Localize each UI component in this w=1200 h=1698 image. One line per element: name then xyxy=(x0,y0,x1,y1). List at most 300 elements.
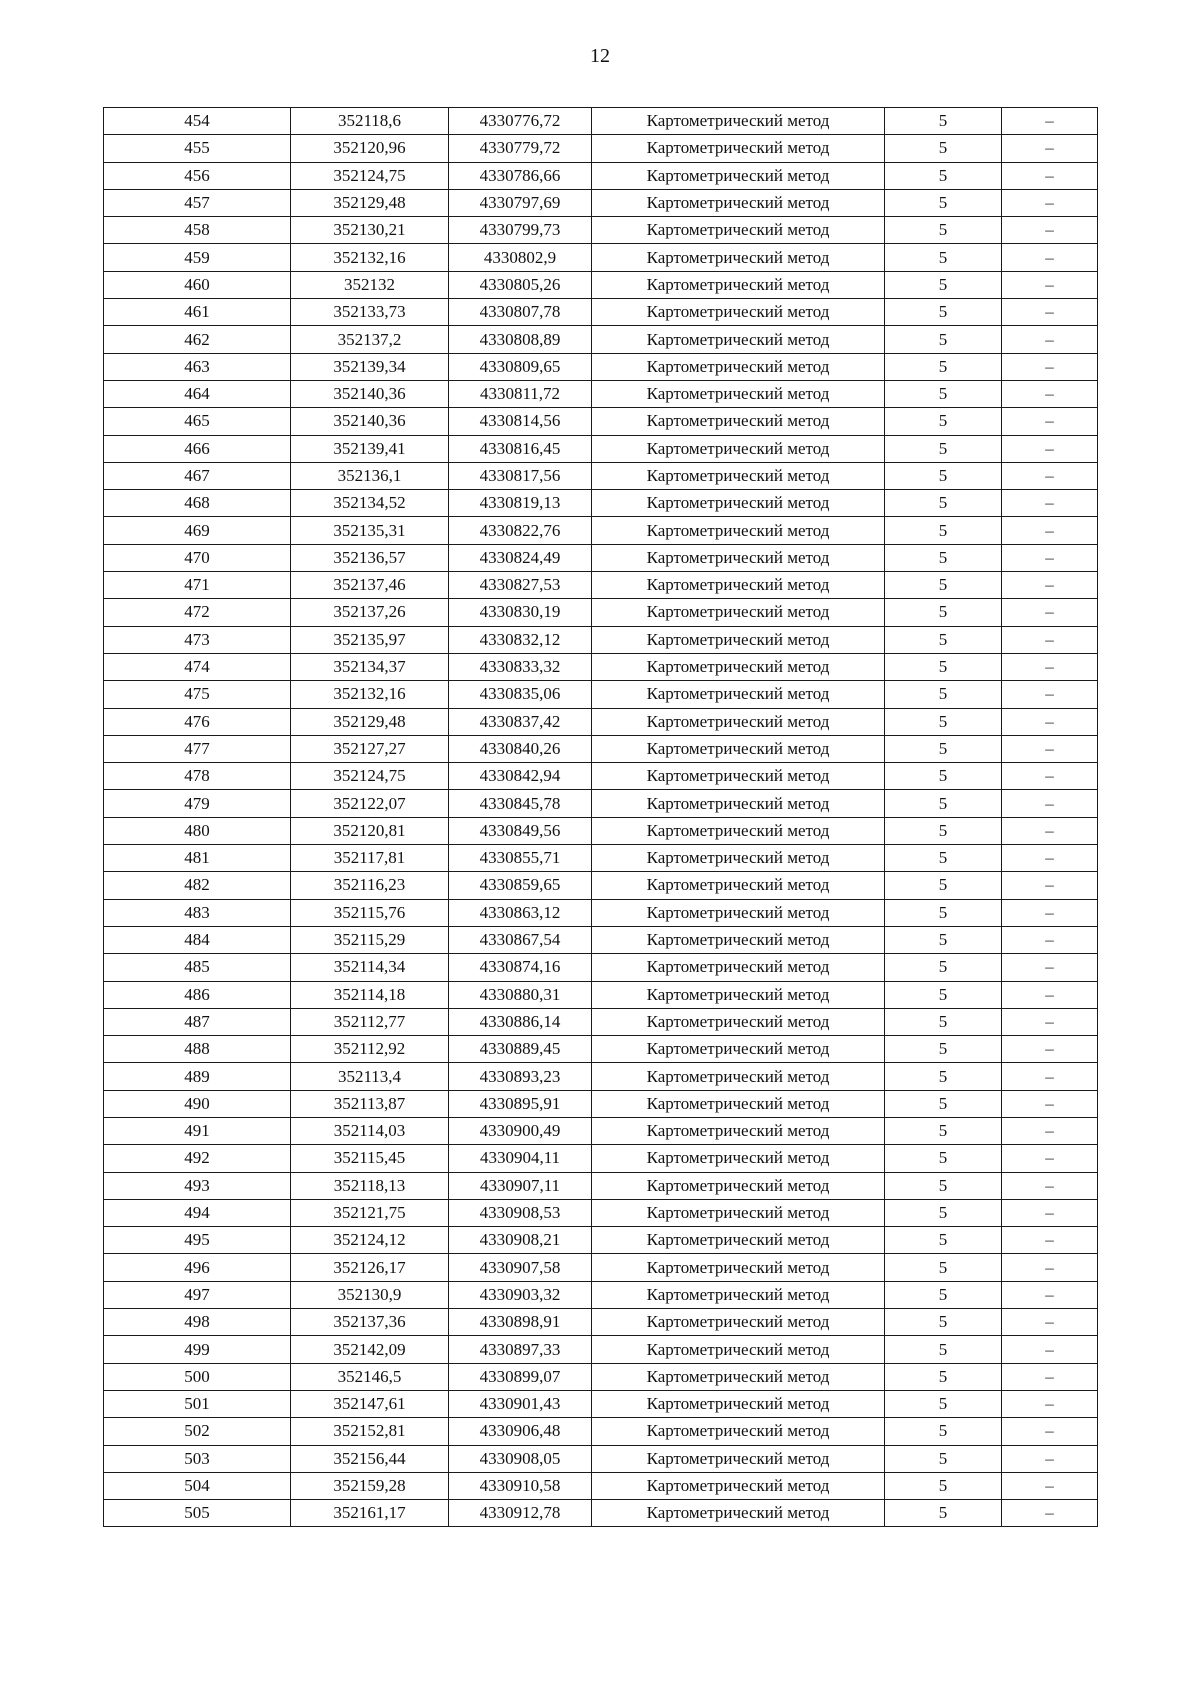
y-coordinate-cell: 4330867,54 xyxy=(449,926,592,953)
method-cell: Картометрический метод xyxy=(592,735,885,762)
table-row xyxy=(104,353,1098,380)
point-number-cell: 475 xyxy=(104,681,291,708)
point-number-cell: 485 xyxy=(104,954,291,981)
method-cell: Картометрический метод xyxy=(592,1281,885,1308)
method-cell: Картометрический метод xyxy=(592,681,885,708)
table-row xyxy=(104,1418,1098,1445)
x-coordinate-cell: 352136,57 xyxy=(291,544,449,571)
accuracy-cell: 5 xyxy=(885,1008,1002,1035)
method-cell: Картометрический метод xyxy=(592,1418,885,1445)
note-cell: – xyxy=(1002,790,1098,817)
table-row xyxy=(104,517,1098,544)
accuracy-cell: 5 xyxy=(885,735,1002,762)
note-cell: – xyxy=(1002,1500,1098,1527)
point-number-cell: 454 xyxy=(104,108,291,135)
table-row xyxy=(104,1445,1098,1472)
accuracy-cell: 5 xyxy=(885,490,1002,517)
note-cell: – xyxy=(1002,1172,1098,1199)
y-coordinate-cell: 4330855,71 xyxy=(449,845,592,872)
table-row xyxy=(104,899,1098,926)
accuracy-cell: 5 xyxy=(885,626,1002,653)
x-coordinate-cell: 352129,48 xyxy=(291,189,449,216)
method-cell: Картометрический метод xyxy=(592,1036,885,1063)
note-cell: – xyxy=(1002,108,1098,135)
table-body xyxy=(104,108,1098,1527)
note-cell: – xyxy=(1002,271,1098,298)
point-number-cell: 478 xyxy=(104,763,291,790)
x-coordinate-cell: 352112,92 xyxy=(291,1036,449,1063)
table-row xyxy=(104,1281,1098,1308)
point-number-cell: 455 xyxy=(104,135,291,162)
point-number-cell: 482 xyxy=(104,872,291,899)
point-number-cell: 462 xyxy=(104,326,291,353)
note-cell: – xyxy=(1002,899,1098,926)
note-cell: – xyxy=(1002,299,1098,326)
accuracy-cell: 5 xyxy=(885,1390,1002,1417)
note-cell: – xyxy=(1002,380,1098,407)
note-cell: – xyxy=(1002,653,1098,680)
table-row xyxy=(104,981,1098,1008)
note-cell: – xyxy=(1002,1363,1098,1390)
y-coordinate-cell: 4330830,19 xyxy=(449,599,592,626)
point-number-cell: 457 xyxy=(104,189,291,216)
y-coordinate-cell: 4330827,53 xyxy=(449,572,592,599)
method-cell: Картометрический метод xyxy=(592,1145,885,1172)
note-cell: – xyxy=(1002,735,1098,762)
accuracy-cell: 5 xyxy=(885,1418,1002,1445)
table-row xyxy=(104,162,1098,189)
accuracy-cell: 5 xyxy=(885,790,1002,817)
table-row xyxy=(104,1363,1098,1390)
method-cell: Картометрический метод xyxy=(592,490,885,517)
point-number-cell: 504 xyxy=(104,1472,291,1499)
method-cell: Картометрический метод xyxy=(592,299,885,326)
method-cell: Картометрический метод xyxy=(592,572,885,599)
x-coordinate-cell: 352124,75 xyxy=(291,162,449,189)
point-number-cell: 486 xyxy=(104,981,291,1008)
point-number-cell: 502 xyxy=(104,1418,291,1445)
x-coordinate-cell: 352137,46 xyxy=(291,572,449,599)
y-coordinate-cell: 4330895,91 xyxy=(449,1090,592,1117)
method-cell: Картометрический метод xyxy=(592,1117,885,1144)
x-coordinate-cell: 352137,2 xyxy=(291,326,449,353)
point-number-cell: 483 xyxy=(104,899,291,926)
method-cell: Картометрический метод xyxy=(592,1063,885,1090)
method-cell: Картометрический метод xyxy=(592,408,885,435)
accuracy-cell: 5 xyxy=(885,599,1002,626)
note-cell: – xyxy=(1002,517,1098,544)
point-number-cell: 498 xyxy=(104,1309,291,1336)
point-number-cell: 456 xyxy=(104,162,291,189)
point-number-cell: 476 xyxy=(104,708,291,735)
page-number: 12 xyxy=(590,45,610,67)
point-number-cell: 466 xyxy=(104,435,291,462)
x-coordinate-cell: 352114,34 xyxy=(291,954,449,981)
x-coordinate-cell: 352115,29 xyxy=(291,926,449,953)
accuracy-cell: 5 xyxy=(885,1227,1002,1254)
method-cell: Картометрический метод xyxy=(592,790,885,817)
point-number-cell: 493 xyxy=(104,1172,291,1199)
note-cell: – xyxy=(1002,599,1098,626)
table-row xyxy=(104,1472,1098,1499)
point-number-cell: 464 xyxy=(104,380,291,407)
accuracy-cell: 5 xyxy=(885,1145,1002,1172)
point-number-cell: 480 xyxy=(104,817,291,844)
x-coordinate-cell: 352137,36 xyxy=(291,1309,449,1336)
method-cell: Картометрический метод xyxy=(592,217,885,244)
method-cell: Картометрический метод xyxy=(592,1199,885,1226)
accuracy-cell: 5 xyxy=(885,217,1002,244)
table-row xyxy=(104,1390,1098,1417)
y-coordinate-cell: 4330907,58 xyxy=(449,1254,592,1281)
x-coordinate-cell: 352129,48 xyxy=(291,708,449,735)
x-coordinate-cell: 352116,23 xyxy=(291,872,449,899)
point-number-cell: 487 xyxy=(104,1008,291,1035)
point-number-cell: 503 xyxy=(104,1445,291,1472)
note-cell: – xyxy=(1002,845,1098,872)
point-number-cell: 481 xyxy=(104,845,291,872)
accuracy-cell: 5 xyxy=(885,1254,1002,1281)
accuracy-cell: 5 xyxy=(885,681,1002,708)
y-coordinate-cell: 4330811,72 xyxy=(449,380,592,407)
y-coordinate-cell: 4330863,12 xyxy=(449,899,592,926)
table-row xyxy=(104,1145,1098,1172)
x-coordinate-cell: 352121,75 xyxy=(291,1199,449,1226)
accuracy-cell: 5 xyxy=(885,1309,1002,1336)
x-coordinate-cell: 352136,1 xyxy=(291,462,449,489)
point-number-cell: 492 xyxy=(104,1145,291,1172)
y-coordinate-cell: 4330833,32 xyxy=(449,653,592,680)
y-coordinate-cell: 4330816,45 xyxy=(449,435,592,462)
y-coordinate-cell: 4330907,11 xyxy=(449,1172,592,1199)
x-coordinate-cell: 352134,37 xyxy=(291,653,449,680)
accuracy-cell: 5 xyxy=(885,1281,1002,1308)
table-row xyxy=(104,326,1098,353)
note-cell: – xyxy=(1002,1117,1098,1144)
note-cell: – xyxy=(1002,1227,1098,1254)
table-row xyxy=(104,408,1098,435)
note-cell: – xyxy=(1002,435,1098,462)
point-number-cell: 477 xyxy=(104,735,291,762)
accuracy-cell: 5 xyxy=(885,954,1002,981)
x-coordinate-cell: 352124,75 xyxy=(291,763,449,790)
x-coordinate-cell: 352114,03 xyxy=(291,1117,449,1144)
method-cell: Картометрический метод xyxy=(592,872,885,899)
x-coordinate-cell: 352152,81 xyxy=(291,1418,449,1445)
point-number-cell: 497 xyxy=(104,1281,291,1308)
method-cell: Картометрический метод xyxy=(592,1336,885,1363)
accuracy-cell: 5 xyxy=(885,1090,1002,1117)
accuracy-cell: 5 xyxy=(885,135,1002,162)
note-cell: – xyxy=(1002,1336,1098,1363)
note-cell: – xyxy=(1002,1472,1098,1499)
x-coordinate-cell: 352139,34 xyxy=(291,353,449,380)
method-cell: Картометрический метод xyxy=(592,981,885,1008)
table-row xyxy=(104,244,1098,271)
accuracy-cell: 5 xyxy=(885,244,1002,271)
point-number-cell: 491 xyxy=(104,1117,291,1144)
accuracy-cell: 5 xyxy=(885,1336,1002,1363)
y-coordinate-cell: 4330799,73 xyxy=(449,217,592,244)
method-cell: Картометрический метод xyxy=(592,626,885,653)
accuracy-cell: 5 xyxy=(885,1500,1002,1527)
y-coordinate-cell: 4330837,42 xyxy=(449,708,592,735)
note-cell: – xyxy=(1002,1445,1098,1472)
y-coordinate-cell: 4330886,14 xyxy=(449,1008,592,1035)
method-cell: Картометрический метод xyxy=(592,189,885,216)
y-coordinate-cell: 4330822,76 xyxy=(449,517,592,544)
x-coordinate-cell: 352137,26 xyxy=(291,599,449,626)
y-coordinate-cell: 4330824,49 xyxy=(449,544,592,571)
accuracy-cell: 5 xyxy=(885,817,1002,844)
table-row xyxy=(104,572,1098,599)
x-coordinate-cell: 352135,31 xyxy=(291,517,449,544)
method-cell: Картометрический метод xyxy=(592,135,885,162)
y-coordinate-cell: 4330874,16 xyxy=(449,954,592,981)
point-number-cell: 472 xyxy=(104,599,291,626)
y-coordinate-cell: 4330849,56 xyxy=(449,817,592,844)
note-cell: – xyxy=(1002,162,1098,189)
accuracy-cell: 5 xyxy=(885,708,1002,735)
point-number-cell: 505 xyxy=(104,1500,291,1527)
method-cell: Картометрический метод xyxy=(592,653,885,680)
method-cell: Картометрический метод xyxy=(592,271,885,298)
x-coordinate-cell: 352126,17 xyxy=(291,1254,449,1281)
point-number-cell: 496 xyxy=(104,1254,291,1281)
x-coordinate-cell: 352140,36 xyxy=(291,408,449,435)
method-cell: Картометрический метод xyxy=(592,353,885,380)
table-row xyxy=(104,708,1098,735)
point-number-cell: 484 xyxy=(104,926,291,953)
x-coordinate-cell: 352161,17 xyxy=(291,1500,449,1527)
x-coordinate-cell: 352135,97 xyxy=(291,626,449,653)
y-coordinate-cell: 4330893,23 xyxy=(449,1063,592,1090)
accuracy-cell: 5 xyxy=(885,544,1002,571)
method-cell: Картометрический метод xyxy=(592,1172,885,1199)
accuracy-cell: 5 xyxy=(885,353,1002,380)
note-cell: – xyxy=(1002,1036,1098,1063)
table-row xyxy=(104,1336,1098,1363)
table-row xyxy=(104,108,1098,135)
accuracy-cell: 5 xyxy=(885,899,1002,926)
y-coordinate-cell: 4330901,43 xyxy=(449,1390,592,1417)
table-row xyxy=(104,1199,1098,1226)
x-coordinate-cell: 352159,28 xyxy=(291,1472,449,1499)
note-cell: – xyxy=(1002,217,1098,244)
note-cell: – xyxy=(1002,1145,1098,1172)
y-coordinate-cell: 4330814,56 xyxy=(449,408,592,435)
accuracy-cell: 5 xyxy=(885,1472,1002,1499)
accuracy-cell: 5 xyxy=(885,763,1002,790)
accuracy-cell: 5 xyxy=(885,572,1002,599)
point-number-cell: 463 xyxy=(104,353,291,380)
method-cell: Картометрический метод xyxy=(592,244,885,271)
method-cell: Картометрический метод xyxy=(592,108,885,135)
table-row xyxy=(104,135,1098,162)
method-cell: Картометрический метод xyxy=(592,763,885,790)
x-coordinate-cell: 352113,4 xyxy=(291,1063,449,1090)
point-number-cell: 501 xyxy=(104,1390,291,1417)
point-number-cell: 467 xyxy=(104,462,291,489)
note-cell: – xyxy=(1002,926,1098,953)
table-row xyxy=(104,490,1098,517)
note-cell: – xyxy=(1002,763,1098,790)
x-coordinate-cell: 352115,45 xyxy=(291,1145,449,1172)
note-cell: – xyxy=(1002,954,1098,981)
y-coordinate-cell: 4330912,78 xyxy=(449,1500,592,1527)
x-coordinate-cell: 352130,21 xyxy=(291,217,449,244)
method-cell: Картометрический метод xyxy=(592,1500,885,1527)
accuracy-cell: 5 xyxy=(885,1063,1002,1090)
accuracy-cell: 5 xyxy=(885,926,1002,953)
x-coordinate-cell: 352146,5 xyxy=(291,1363,449,1390)
table-row xyxy=(104,653,1098,680)
point-number-cell: 500 xyxy=(104,1363,291,1390)
accuracy-cell: 5 xyxy=(885,981,1002,1008)
table-row xyxy=(104,681,1098,708)
note-cell: – xyxy=(1002,490,1098,517)
method-cell: Картометрический метод xyxy=(592,380,885,407)
note-cell: – xyxy=(1002,1418,1098,1445)
y-coordinate-cell: 4330840,26 xyxy=(449,735,592,762)
note-cell: – xyxy=(1002,544,1098,571)
table-row xyxy=(104,299,1098,326)
x-coordinate-cell: 352133,73 xyxy=(291,299,449,326)
y-coordinate-cell: 4330842,94 xyxy=(449,763,592,790)
note-cell: – xyxy=(1002,981,1098,1008)
table-row xyxy=(104,872,1098,899)
point-number-cell: 495 xyxy=(104,1227,291,1254)
y-coordinate-cell: 4330802,9 xyxy=(449,244,592,271)
y-coordinate-cell: 4330832,12 xyxy=(449,626,592,653)
method-cell: Картометрический метод xyxy=(592,1390,885,1417)
y-coordinate-cell: 4330776,72 xyxy=(449,108,592,135)
x-coordinate-cell: 352142,09 xyxy=(291,1336,449,1363)
y-coordinate-cell: 4330880,31 xyxy=(449,981,592,1008)
table-row xyxy=(104,189,1098,216)
accuracy-cell: 5 xyxy=(885,408,1002,435)
method-cell: Картометрический метод xyxy=(592,435,885,462)
note-cell: – xyxy=(1002,1281,1098,1308)
point-number-cell: 479 xyxy=(104,790,291,817)
x-coordinate-cell: 352114,18 xyxy=(291,981,449,1008)
note-cell: – xyxy=(1002,135,1098,162)
table-row xyxy=(104,1063,1098,1090)
table-row xyxy=(104,790,1098,817)
x-coordinate-cell: 352118,13 xyxy=(291,1172,449,1199)
x-coordinate-cell: 352120,96 xyxy=(291,135,449,162)
point-number-cell: 459 xyxy=(104,244,291,271)
x-coordinate-cell: 352132,16 xyxy=(291,681,449,708)
note-cell: – xyxy=(1002,1199,1098,1226)
y-coordinate-cell: 4330797,69 xyxy=(449,189,592,216)
accuracy-cell: 5 xyxy=(885,653,1002,680)
accuracy-cell: 5 xyxy=(885,845,1002,872)
x-coordinate-cell: 352134,52 xyxy=(291,490,449,517)
point-number-cell: 494 xyxy=(104,1199,291,1226)
x-coordinate-cell: 352139,41 xyxy=(291,435,449,462)
accuracy-cell: 5 xyxy=(885,872,1002,899)
coordinates-table xyxy=(103,107,1098,1527)
y-coordinate-cell: 4330903,32 xyxy=(449,1281,592,1308)
y-coordinate-cell: 4330807,78 xyxy=(449,299,592,326)
note-cell: – xyxy=(1002,353,1098,380)
table-row xyxy=(104,817,1098,844)
y-coordinate-cell: 4330819,13 xyxy=(449,490,592,517)
method-cell: Картометрический метод xyxy=(592,954,885,981)
y-coordinate-cell: 4330908,05 xyxy=(449,1445,592,1472)
point-number-cell: 490 xyxy=(104,1090,291,1117)
method-cell: Картометрический метод xyxy=(592,817,885,844)
note-cell: – xyxy=(1002,244,1098,271)
note-cell: – xyxy=(1002,572,1098,599)
table-row xyxy=(104,1227,1098,1254)
note-cell: – xyxy=(1002,1063,1098,1090)
x-coordinate-cell: 352124,12 xyxy=(291,1227,449,1254)
y-coordinate-cell: 4330809,65 xyxy=(449,353,592,380)
table-row xyxy=(104,1090,1098,1117)
table-row xyxy=(104,435,1098,462)
table-row xyxy=(104,217,1098,244)
method-cell: Картометрический метод xyxy=(592,1472,885,1499)
accuracy-cell: 5 xyxy=(885,1199,1002,1226)
x-coordinate-cell: 352113,87 xyxy=(291,1090,449,1117)
note-cell: – xyxy=(1002,1254,1098,1281)
accuracy-cell: 5 xyxy=(885,326,1002,353)
method-cell: Картометрический метод xyxy=(592,926,885,953)
y-coordinate-cell: 4330889,45 xyxy=(449,1036,592,1063)
y-coordinate-cell: 4330904,11 xyxy=(449,1145,592,1172)
method-cell: Картометрический метод xyxy=(592,544,885,571)
point-number-cell: 474 xyxy=(104,653,291,680)
table-row xyxy=(104,954,1098,981)
y-coordinate-cell: 4330899,07 xyxy=(449,1363,592,1390)
y-coordinate-cell: 4330859,65 xyxy=(449,872,592,899)
note-cell: – xyxy=(1002,1090,1098,1117)
method-cell: Картометрический метод xyxy=(592,1090,885,1117)
note-cell: – xyxy=(1002,1390,1098,1417)
y-coordinate-cell: 4330808,89 xyxy=(449,326,592,353)
note-cell: – xyxy=(1002,189,1098,216)
y-coordinate-cell: 4330779,72 xyxy=(449,135,592,162)
method-cell: Картометрический метод xyxy=(592,1008,885,1035)
method-cell: Картометрический метод xyxy=(592,899,885,926)
note-cell: – xyxy=(1002,626,1098,653)
y-coordinate-cell: 4330906,48 xyxy=(449,1418,592,1445)
x-coordinate-cell: 352156,44 xyxy=(291,1445,449,1472)
x-coordinate-cell: 352122,07 xyxy=(291,790,449,817)
method-cell: Картометрический метод xyxy=(592,326,885,353)
method-cell: Картометрический метод xyxy=(592,1254,885,1281)
method-cell: Картометрический метод xyxy=(592,1309,885,1336)
y-coordinate-cell: 4330900,49 xyxy=(449,1117,592,1144)
x-coordinate-cell: 352130,9 xyxy=(291,1281,449,1308)
table-row xyxy=(104,626,1098,653)
point-number-cell: 488 xyxy=(104,1036,291,1063)
y-coordinate-cell: 4330786,66 xyxy=(449,162,592,189)
method-cell: Картометрический метод xyxy=(592,462,885,489)
note-cell: – xyxy=(1002,326,1098,353)
accuracy-cell: 5 xyxy=(885,1036,1002,1063)
y-coordinate-cell: 4330835,06 xyxy=(449,681,592,708)
table-row xyxy=(104,1254,1098,1281)
table-row xyxy=(104,380,1098,407)
note-cell: – xyxy=(1002,681,1098,708)
point-number-cell: 461 xyxy=(104,299,291,326)
x-coordinate-cell: 352117,81 xyxy=(291,845,449,872)
x-coordinate-cell: 352120,81 xyxy=(291,817,449,844)
note-cell: – xyxy=(1002,1008,1098,1035)
